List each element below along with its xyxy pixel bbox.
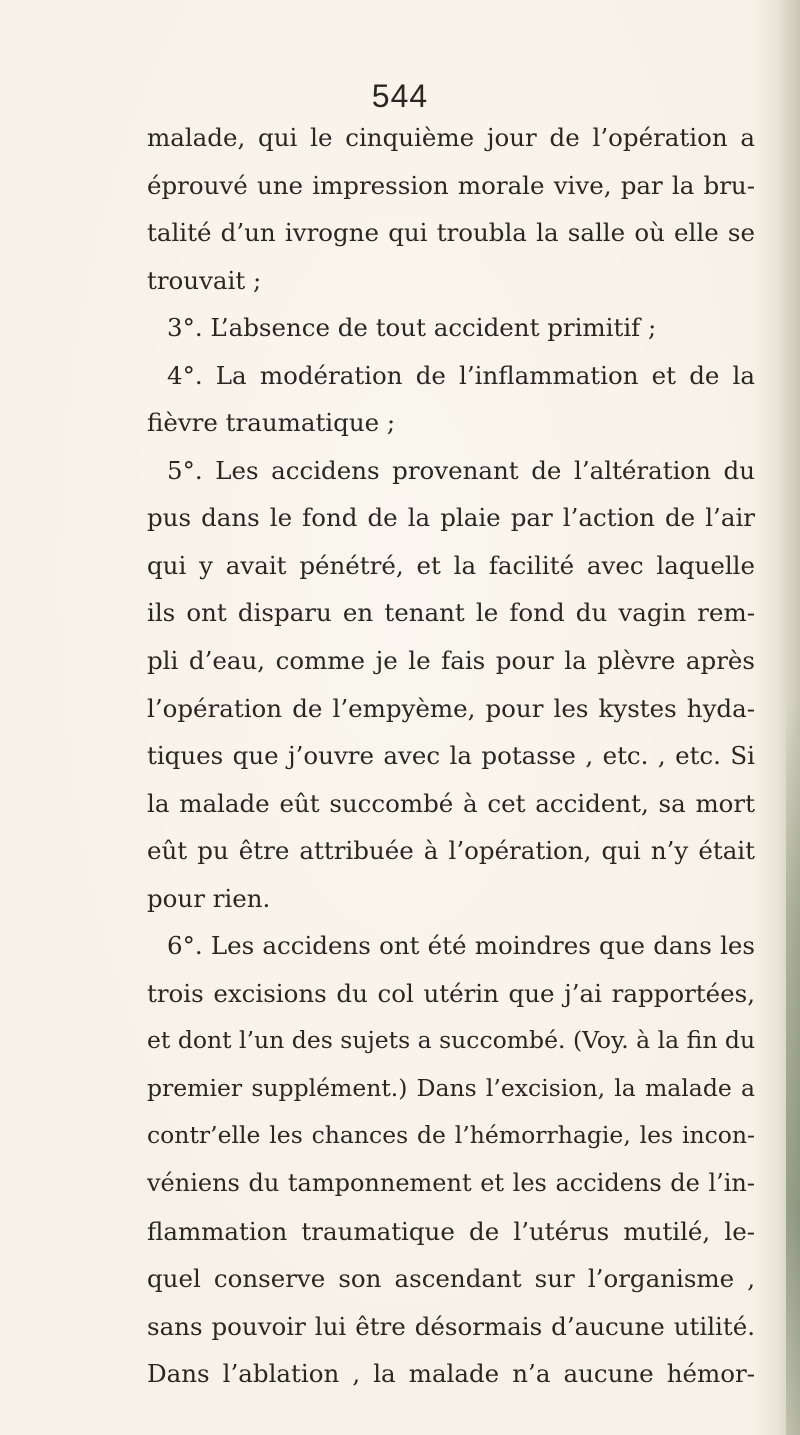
text-line: trois excisions du col utérin que j’ai rapportées, <box>147 978 755 1008</box>
text-line: talité d’un ivrogne qui troubla la salle où elle se <box>147 218 755 248</box>
text-line: 5°. Les accidens provenant de l’altération du <box>167 455 755 485</box>
text-line: pus dans le fond de la plaie par l’action de l’air <box>147 503 755 533</box>
text-line: fièvre traumatique ; <box>147 408 396 438</box>
text-line: pour rien. <box>147 883 271 913</box>
text-line: et dont l’un des sujets a succombé. (Voy. à la fin du <box>147 1026 756 1055</box>
text-line: Dans l’ablation , la malade n’a aucune hémor- <box>147 1359 755 1389</box>
text-line: eût pu être attribuée à l’opération, qui n’y était <box>147 836 755 866</box>
text-line: premier supplément.) Dans l’excision, la malade a <box>147 1073 755 1102</box>
text-line: la malade eût succombé à cet accident, sa mort <box>147 788 755 818</box>
text-line: éprouvé une impression morale vive, par la bru- <box>147 170 755 200</box>
text-line: qui y avait pénétré, et la facilité avec laquelle <box>147 550 755 580</box>
text-line: véniens du tamponnement et les accidens de l’in- <box>147 1169 755 1198</box>
text-line: malade, qui le cinquième jour de l’opération a <box>147 123 755 152</box>
text-line: l’opération de l’empyème, pour les kystes hyda- <box>147 693 755 723</box>
text-line: sans pouvoir lui être désormais d’aucune utilité. <box>147 1311 755 1341</box>
text-line: quel conserve son ascendant sur l’organisme , <box>147 1264 755 1294</box>
text-line: tiques que j’ouvre avec la potasse , etc. , etc. Si <box>147 741 755 771</box>
text-line: flammation traumatique de l’utérus mutilé, le- <box>147 1216 755 1246</box>
page-edge-stain <box>786 700 800 1435</box>
text-line: contr’elle les chances de l’hémorrhagie, les incon- <box>147 1121 755 1150</box>
text-line: 3°. L’absence de tout accident primitif ; <box>167 313 657 343</box>
text-line: 4°. La modération de l’inflammation et de la <box>167 360 755 390</box>
text-line: 6°. Les accidens ont été moindres que dans les <box>167 931 755 961</box>
text-line: ils ont disparu en tenant le fond du vagin rem- <box>147 598 755 628</box>
text-line: trouvait ; <box>147 265 262 295</box>
text-line: pli d’eau, comme je le fais pour la plèvre après <box>147 646 755 676</box>
body-text <box>147 114 755 1398</box>
page-number: 544 <box>371 78 429 114</box>
